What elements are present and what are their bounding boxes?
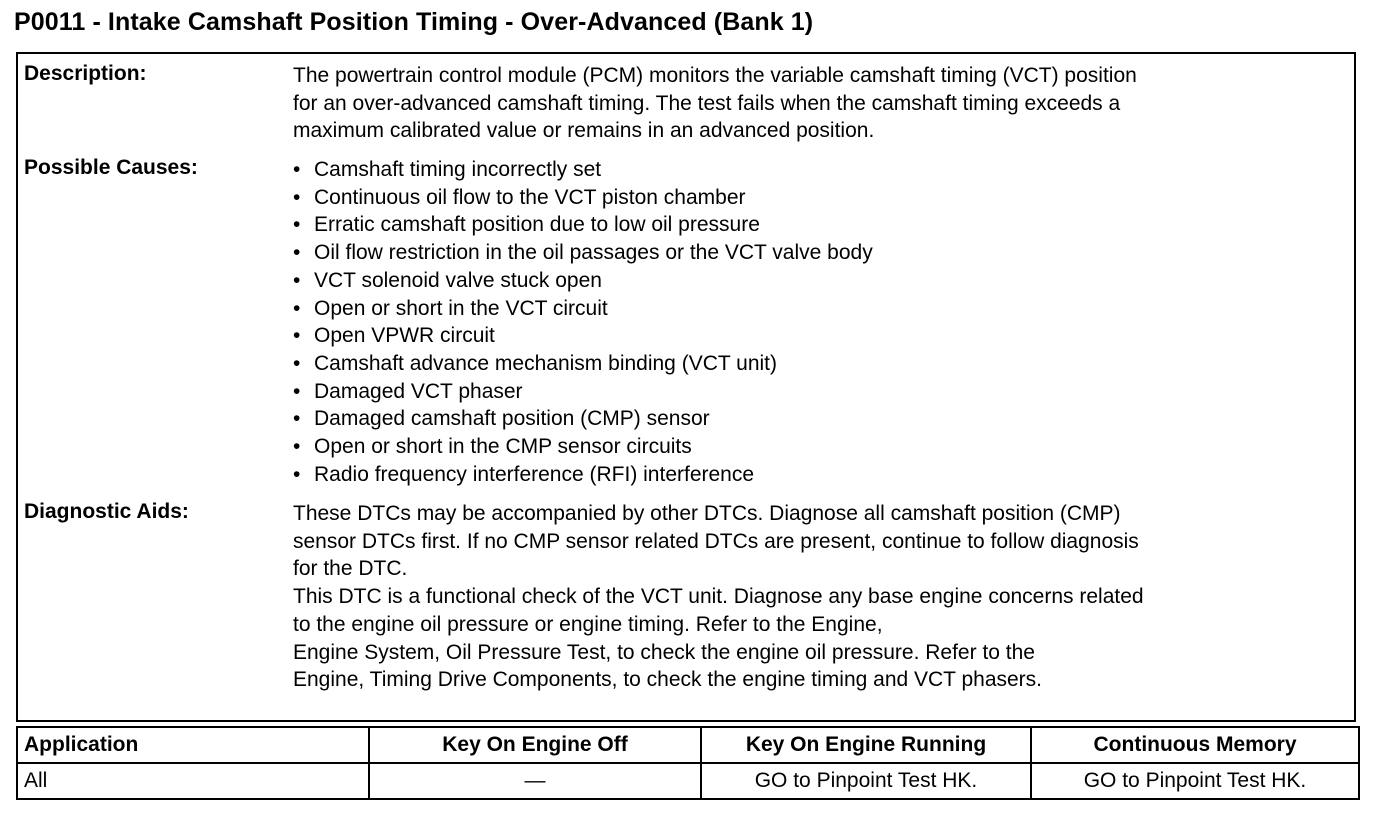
- cause-text: Camshaft timing incorrectly set: [314, 158, 602, 181]
- cause-text: Damaged camshaft position (CMP) sensor: [314, 407, 710, 431]
- description-line: maximum calibrated value or remains in an advanced position.: [293, 119, 875, 143]
- cause-text: Continuous oil flow to the VCT piston chamber: [314, 185, 746, 209]
- description-text: [293, 62, 1353, 145]
- table-cell-koeo: —: [369, 763, 701, 799]
- list-item: [293, 184, 1353, 212]
- bullet-icon: •: [293, 213, 301, 237]
- bullet-icon: •: [293, 407, 301, 431]
- cause-text: Oil flow restriction in the oil passages or the VCT valve body: [314, 241, 873, 265]
- possible-causes-label: Possible Causes:: [24, 156, 198, 179]
- bullet-icon: •: [293, 351, 301, 375]
- application-table: [16, 726, 1360, 800]
- list-item: [293, 295, 1353, 323]
- cause-text: VCT solenoid valve stuck open: [314, 268, 602, 292]
- description-line: for an over-advanced camshaft timing. The test fails when the camshaft timing exceeds a: [293, 91, 1121, 115]
- diagnostic-aids-text: [293, 500, 1353, 694]
- dtc-info-box: [16, 52, 1356, 722]
- description-label: Description:: [24, 62, 147, 85]
- bullet-icon: •: [293, 296, 301, 320]
- diagnostic-aids-line: Engine, Timing Drive Components, to check the engine timing and VCT phasers.: [293, 668, 1043, 692]
- list-item: [293, 350, 1353, 378]
- bullet-icon: •: [293, 462, 301, 486]
- diagnostic-aids-line: Engine System, Oil Pressure Test, to check the engine oil pressure. Refer to the: [293, 640, 1035, 664]
- cause-text: Radio frequency interference (RFI) interference: [314, 462, 755, 486]
- cause-text: Erratic camshaft position due to low oil pressure: [314, 213, 760, 237]
- table-row: [17, 763, 1359, 799]
- diagnostic-aids-line: sensor DTCs first. If no CMP sensor related DTCs are present, continue to follow diagnosis: [293, 529, 1139, 553]
- diagnostic-aids-line: to the engine oil pressure or engine timing. Refer to the Engine,: [293, 612, 883, 636]
- cause-text: Open VPWR circuit: [314, 324, 495, 348]
- column-header-continuous-memory: Continuous Memory: [1031, 727, 1359, 763]
- list-item: [293, 267, 1353, 295]
- bullet-icon: •: [293, 241, 301, 265]
- bullet-icon: •: [293, 268, 301, 292]
- possible-causes-list: [293, 156, 1353, 488]
- cause-text: Open or short in the CMP sensor circuits: [314, 435, 692, 459]
- column-header-koer: Key On Engine Running: [701, 727, 1031, 763]
- bullet-icon: •: [293, 435, 301, 459]
- list-item: [293, 156, 1353, 184]
- bullet-icon: •: [293, 324, 301, 348]
- cause-text: Camshaft advance mechanism binding (VCT unit): [314, 351, 777, 375]
- diagnostic-aids-line: This DTC is a functional check of the VCT unit. Diagnose any base engine concerns related: [293, 585, 1144, 609]
- cause-text: Damaged VCT phaser: [314, 379, 523, 403]
- cause-text: Open or short in the VCT circuit: [314, 296, 608, 320]
- table-cell-continuous-memory: GO to Pinpoint Test HK.: [1031, 763, 1359, 799]
- list-item: [293, 405, 1353, 433]
- list-item: [293, 322, 1353, 350]
- list-item: [293, 378, 1353, 406]
- column-header-application: Application: [17, 727, 369, 763]
- list-item: [293, 211, 1353, 239]
- diagnostic-aids-line: These DTCs may be accompanied by other DTCs. Diagnose all camshaft position (CMP): [293, 502, 1121, 525]
- page-title: P0011 - Intake Camshaft Position Timing - Over-Advanced (Bank 1): [14, 8, 814, 36]
- column-header-koeo: Key On Engine Off: [369, 727, 701, 763]
- bullet-icon: •: [293, 185, 301, 209]
- table-header-row: [17, 727, 1359, 763]
- list-item: [293, 239, 1353, 267]
- list-item: [293, 433, 1353, 461]
- description-line: The powertrain control module (PCM) monitors the variable camshaft timing (VCT) position: [293, 64, 1137, 87]
- list-item: [293, 461, 1353, 489]
- diagnostic-aids-line: for the DTC.: [293, 557, 408, 581]
- bullet-icon: •: [293, 379, 301, 403]
- table-cell-application: All: [17, 763, 369, 799]
- diagnostic-aids-label: Diagnostic Aids:: [24, 500, 189, 523]
- table-cell-koer: GO to Pinpoint Test HK.: [701, 763, 1031, 799]
- possible-causes-list-wrap: [293, 156, 1353, 488]
- bullet-icon: •: [293, 158, 301, 181]
